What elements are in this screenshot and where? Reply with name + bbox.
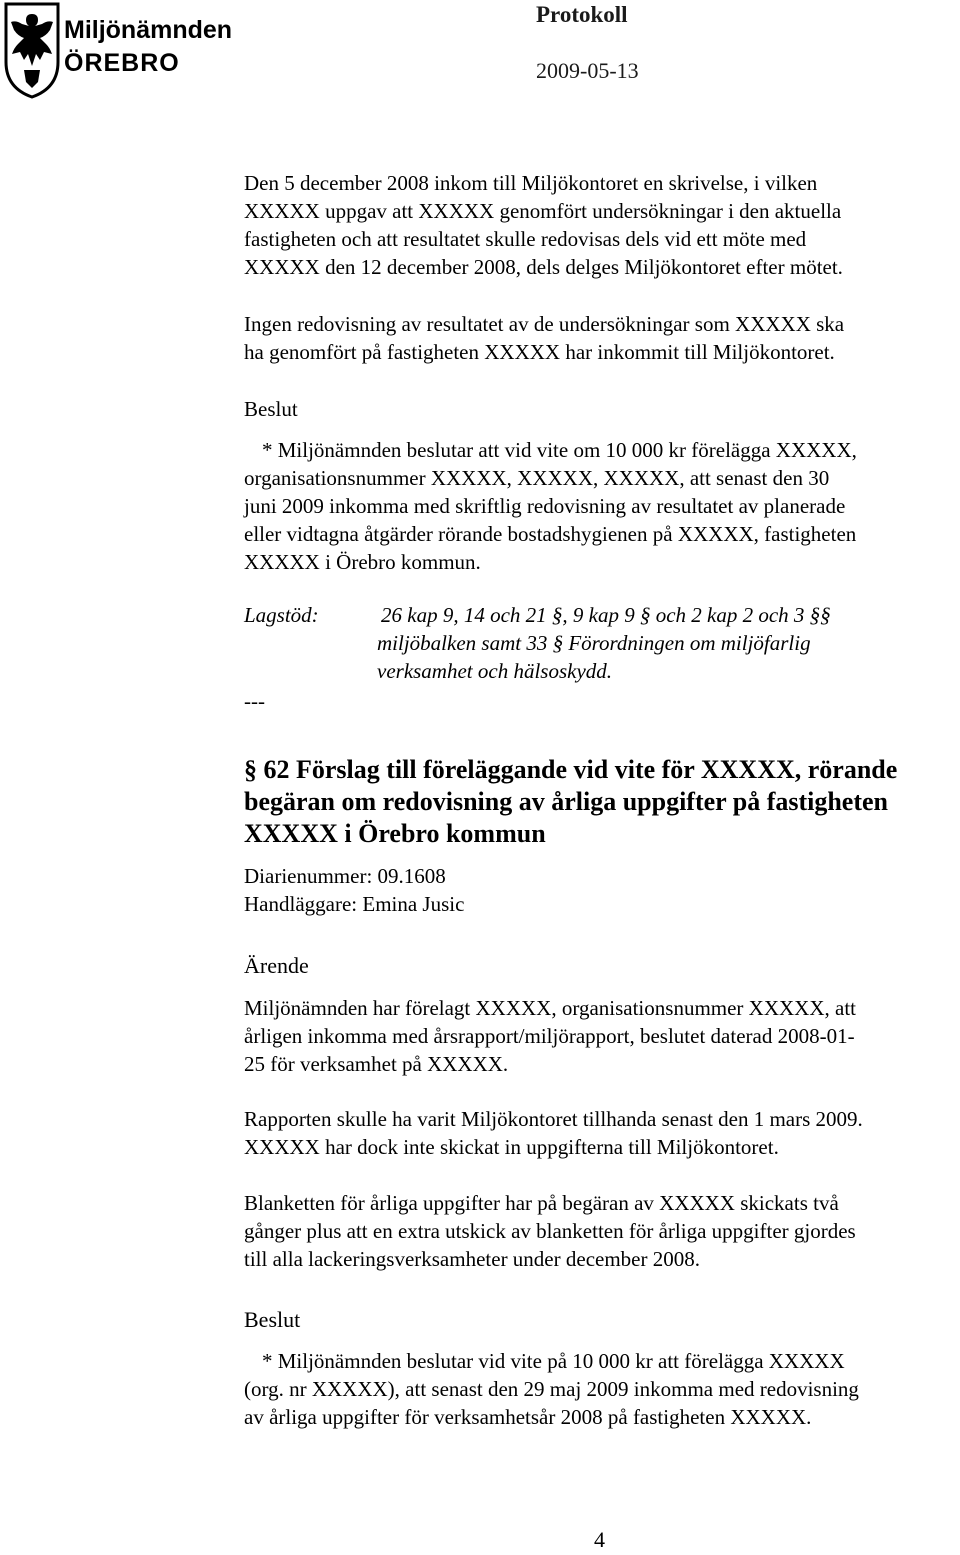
paragraph-background bbox=[244, 169, 960, 281]
text-line: fastigheten och att resultatet skulle redovisas dels vid ett möte med bbox=[244, 227, 807, 251]
text-line: (org. nr XXXXX), att senast den 29 maj 2009 inkomma med redovisning bbox=[244, 1377, 859, 1401]
text-line: Ingen redovisning av resultatet av de undersökningar som XXXXX ska bbox=[244, 312, 845, 336]
diarienummer: Diarienummer: 09.1608 bbox=[244, 864, 446, 888]
logo-wordmark-line1: Miljönämnden bbox=[64, 16, 233, 44]
document-type: Protokoll bbox=[536, 2, 628, 27]
paragraph-no-report bbox=[244, 310, 960, 366]
text-line: XXXXX i Örebro kommun. bbox=[244, 550, 481, 574]
text-line: ha genomfört på fastigheten XXXXX har inkommit till Miljökontoret. bbox=[244, 340, 835, 364]
title-line: § 62 Förslag till föreläggande vid vite för XXXXX, rörande bbox=[244, 755, 898, 784]
case-meta bbox=[244, 862, 960, 918]
text-line: XXXXX den 12 december 2008, dels delges Miljökontoret efter mötet. bbox=[244, 255, 843, 279]
paragraph-decision-2 bbox=[244, 1347, 960, 1431]
text-line: Blanketten för årliga uppgifter har på begäran av XXXXX skickats två bbox=[244, 1191, 839, 1215]
paragraph-arende-2 bbox=[244, 1105, 960, 1161]
paragraph-arende-3 bbox=[244, 1189, 960, 1273]
text-line: organisationsnummer XXXXX, XXXXX, XXXXX, att senast den 30 bbox=[244, 466, 830, 490]
heading-arende: Ärende bbox=[244, 953, 309, 978]
heading-beslut-2: Beslut bbox=[244, 1307, 301, 1332]
page-number: 4 bbox=[594, 1527, 605, 1552]
text-line: årligen inkomma med årsrapport/miljörapport, beslutet daterad 2008-01- bbox=[244, 1024, 855, 1048]
text-line: verksamhet och hälsoskydd. bbox=[377, 659, 613, 683]
logo-wordmark-line2: ÖREBRO bbox=[64, 49, 180, 77]
text-line: Den 5 december 2008 inkom till Miljökontoret en skrivelse, i vilken bbox=[244, 171, 818, 195]
text-line: 26 kap 9, 14 och 21 §, 9 kap 9 § och 2 kap 2 och 3 §§ bbox=[381, 603, 831, 627]
paragraph-decision bbox=[244, 436, 960, 576]
text-line: av årliga uppgifter för verksamhetsår 2008 på fastigheten XXXXX. bbox=[244, 1405, 812, 1429]
heading-beslut: Beslut bbox=[244, 397, 298, 421]
text-line: till alla lackeringsverksamheter under december 2008. bbox=[244, 1247, 700, 1271]
text-line: Miljönämnden har förelagt XXXXX, organisationsnummer XXXXX, att bbox=[244, 996, 856, 1020]
lagstod-label: Lagstöd: bbox=[244, 603, 319, 627]
text-line: XXXXX uppgav att XXXXX genomfört undersökningar i den aktuella bbox=[244, 199, 842, 223]
handlaggare: Handläggare: Emina Jusic bbox=[244, 892, 465, 916]
separator: --- bbox=[244, 689, 265, 713]
title-line: XXXXX i Örebro kommun bbox=[244, 819, 546, 848]
text-line: 25 för verksamhet på XXXXX. bbox=[244, 1052, 509, 1076]
lagstod-text bbox=[377, 601, 937, 685]
text-line: Rapporten skulle ha varit Miljökontoret tillhanda senast den 1 mars 2009. bbox=[244, 1107, 863, 1131]
text-line: eller vidtagna åtgärder rörande bostadshygienen på XXXXX, fastigheten bbox=[244, 522, 857, 546]
text-line: XXXXX har dock inte skickat in uppgifterna till Miljökontoret. bbox=[244, 1135, 779, 1159]
section-title bbox=[244, 754, 897, 850]
paragraph-arende-1 bbox=[244, 994, 960, 1078]
text-line: * Miljönämnden beslutar att vid vite om 10 000 kr förelägga XXXXX, bbox=[262, 438, 857, 462]
text-line: * Miljönämnden beslutar vid vite på 10 000 kr att förelägga XXXXX bbox=[262, 1349, 845, 1373]
text-line: juni 2009 inkomma med skriftlig redovisning av resultatet av planerade bbox=[244, 494, 846, 518]
document-date: 2009-05-13 bbox=[536, 58, 639, 83]
title-line: begäran om redovisning av årliga uppgifter på fastigheten bbox=[244, 787, 889, 816]
text-line: miljöbalken samt 33 § Förordningen om miljöfarlig bbox=[377, 631, 811, 655]
text-line: gånger plus att en extra utskick av blanketten för årliga uppgifter gjordes bbox=[244, 1219, 856, 1243]
